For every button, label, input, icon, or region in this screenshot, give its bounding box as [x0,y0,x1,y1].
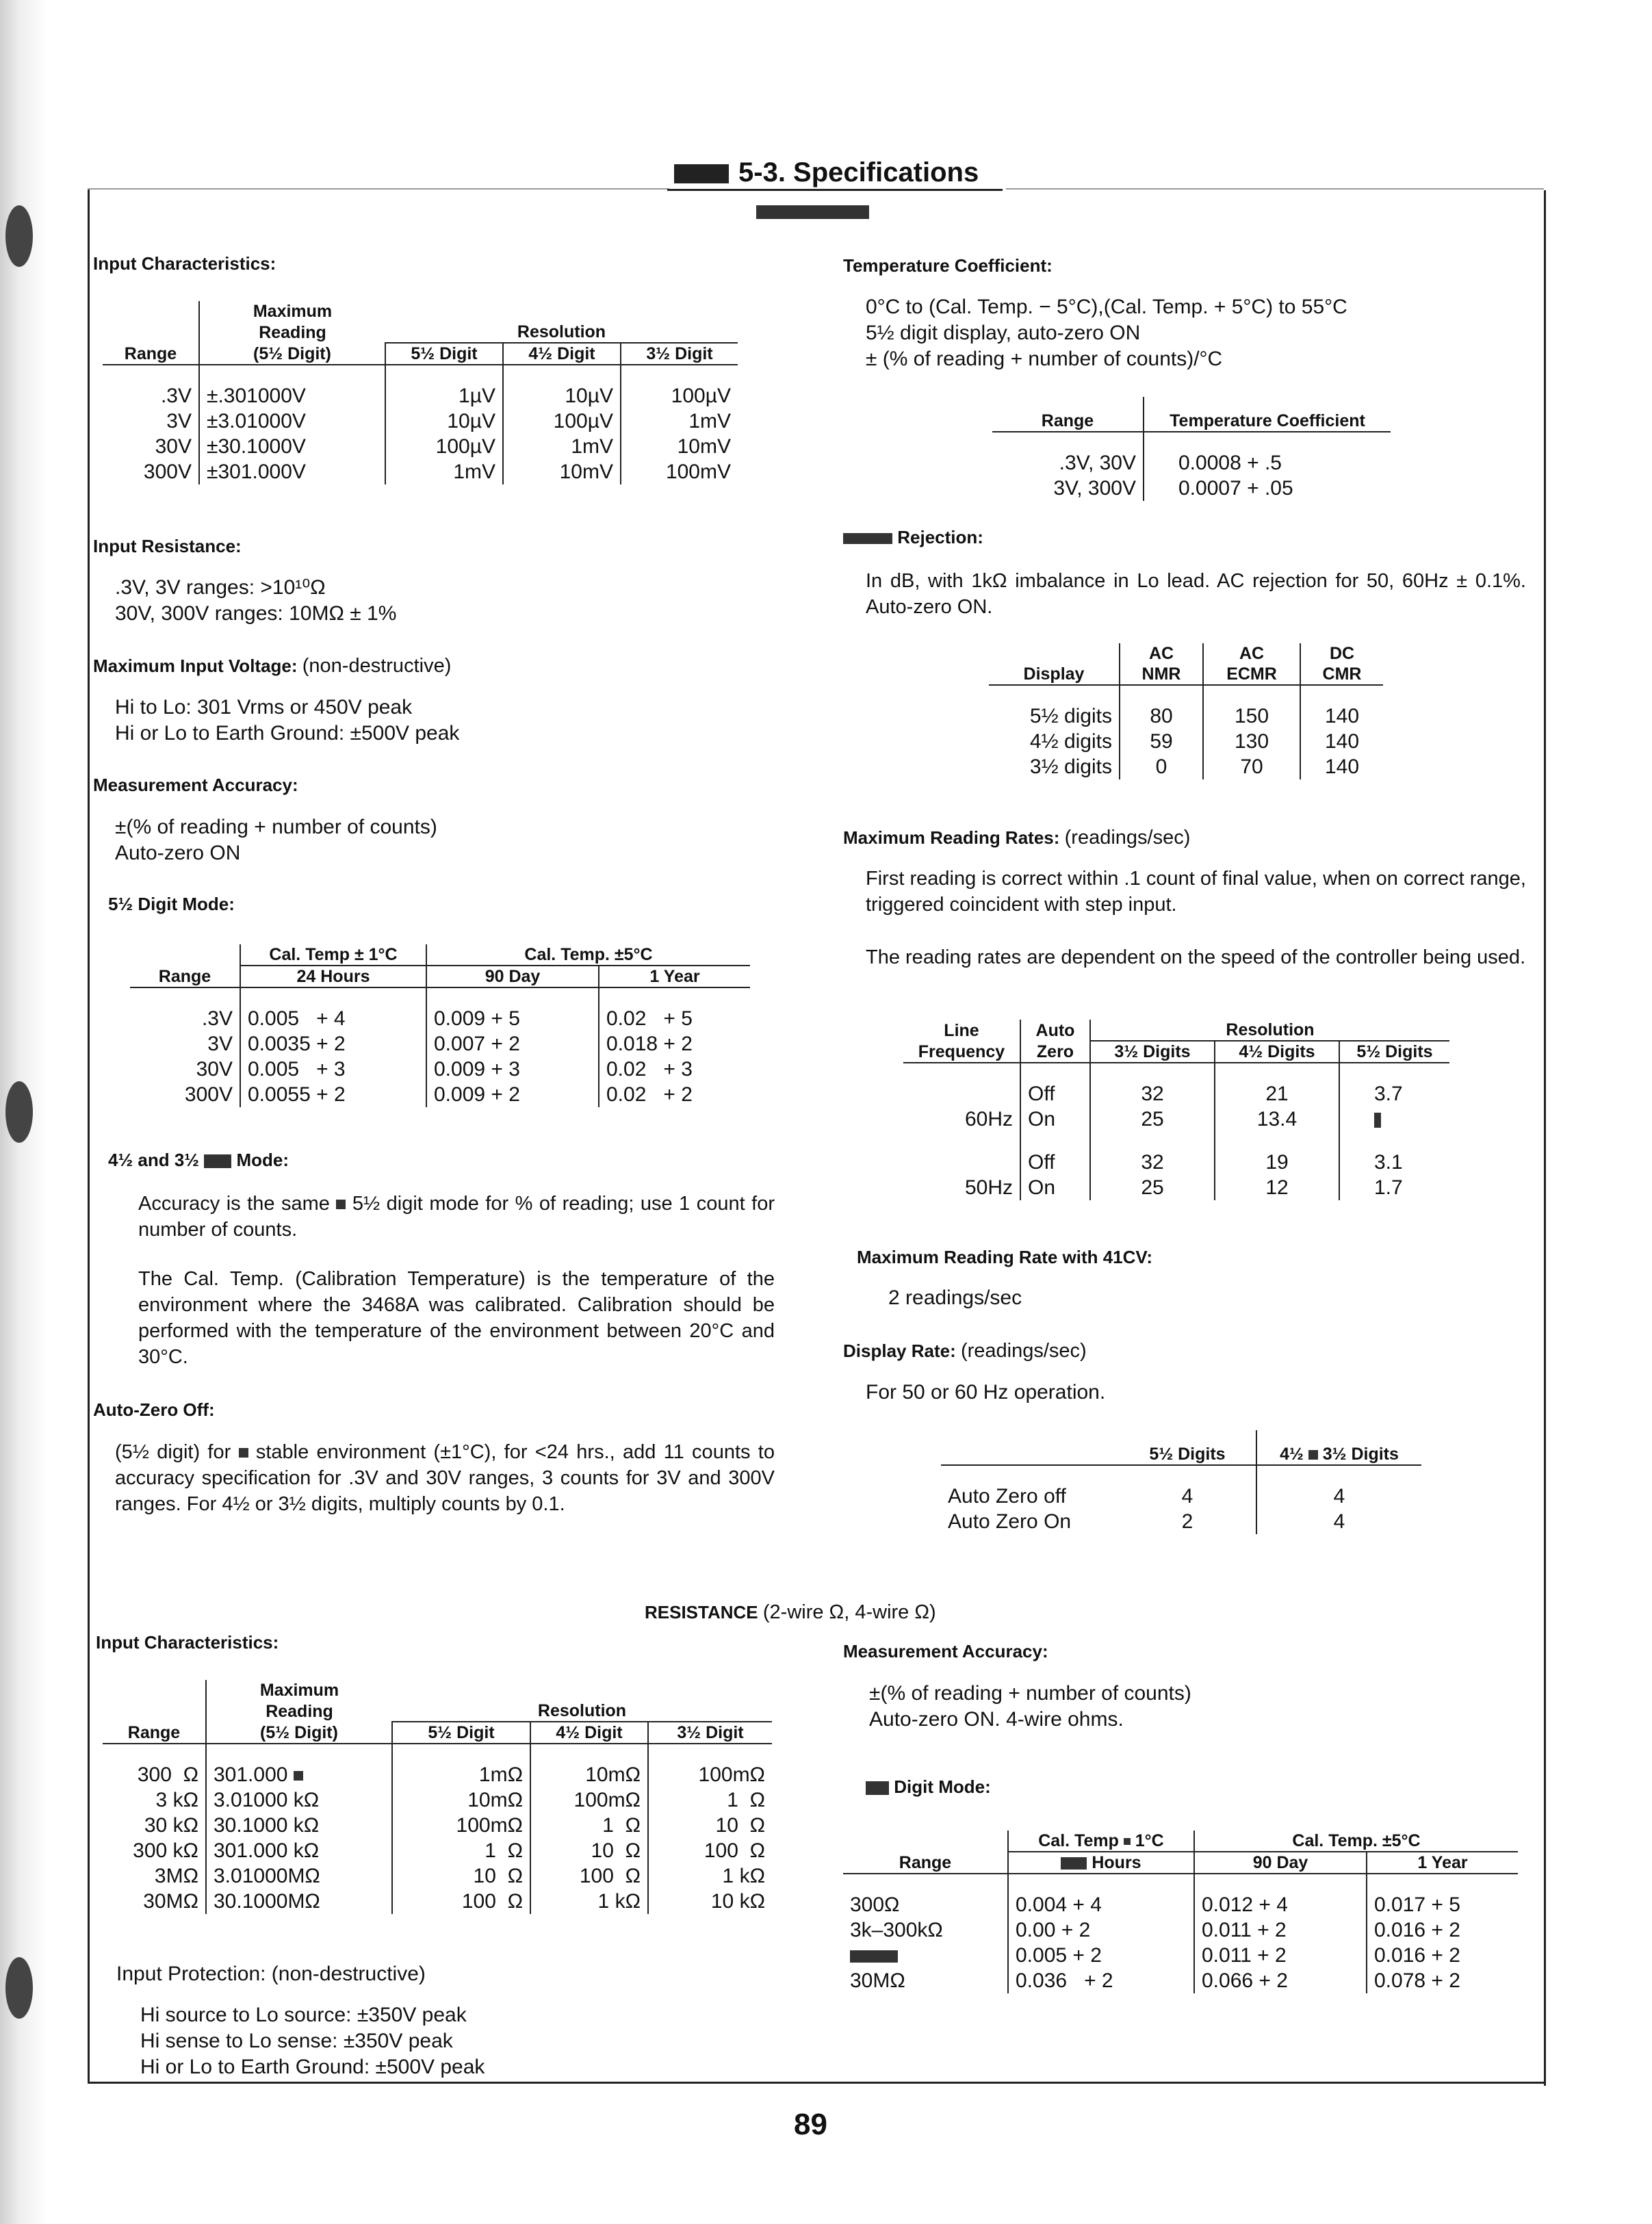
dc-accuracy-table [130,944,750,1107]
th: 5½ Digit [392,1722,530,1744]
table-row: 4½ digits 59 130 140 [989,729,1383,754]
punch-hole [5,205,33,267]
th: Temperature Coefficient [1144,397,1391,432]
th: Hours [1008,1852,1194,1874]
th: 4½ Digit [503,343,621,365]
table-row: Off 32 19 3.1 [903,1150,1449,1175]
th: AC [1120,643,1203,664]
max-rate-paragraph: The reading rates are dependent on the speed of the controller being used. [866,946,1526,968]
table-row: 5½ digits 80 150 140 [989,703,1383,729]
protection-line: Hi sense to Lo sense: ±350V peak [140,2030,453,2052]
table-row: 3k–300kΩ 0.00 + 2 0.011 + 2 0.016 + 2 [843,1917,1518,1943]
frame-left [88,188,90,2084]
th: Range [103,1722,206,1744]
th: 24 Hours [240,966,426,987]
res-accuracy-line: ±(% of reading + number of counts) [869,1682,1191,1705]
table-row: 300Ω 0.004 + 4 0.012 + 4 0.017 + 5 [843,1892,1518,1917]
table-row: .3V, 30V 0.0008 + .5 [992,450,1391,476]
rejection-paragraph: In dB, with 1kΩ imbalance in Lo lead. AC rejection for 50, 60Hz ± 0.1%. Auto-zero ON. [866,570,1526,618]
th: Maximum [206,1680,392,1701]
frame-top [88,188,669,190]
res-input-table [103,1680,772,1914]
res-input-heading: Input Characteristics: [96,1632,279,1653]
th: 1 Year [599,966,750,987]
max-rate-41cv-value: 2 readings/sec [888,1286,1022,1309]
th: Range [130,966,240,987]
th: Reading [206,1701,392,1722]
table-row: 300 Ω 301.000 1mΩ 10mΩ 100mΩ [103,1762,772,1787]
th: Reading [199,322,385,343]
table-row: 30V 0.005 + 3 0.009 + 3 0.02 + 3 [130,1057,750,1082]
max-rate-heading: Maximum Reading Rates: (readings/sec) [843,827,1191,849]
th: Cal. Temp 1°C [1008,1831,1194,1852]
res-accuracy-table [843,1831,1518,1993]
resistance-heading: RESISTANCE (2-wire Ω, 4-wire Ω) [645,1601,936,1623]
protection-heading: Input Protection: (non-destructive) [116,1963,426,1985]
dc-input-heading: Input Characteristics: [93,253,276,274]
th: 5½ Digits [1119,1430,1256,1465]
th: 5½ Digit [385,343,503,365]
display-rate-heading: Display Rate: (readings/sec) [843,1340,1087,1362]
th: Zero [1020,1041,1090,1063]
table-row: 300 kΩ 301.000 kΩ 1 Ω 10 Ω 100 Ω [103,1838,772,1863]
th: Range [843,1852,1008,1874]
protection-line: Hi or Lo to Earth Ground: ±500V peak [140,2056,485,2078]
th: 90 Day [426,966,599,987]
table-cell: 301.000 [206,1762,392,1787]
table-row: 3V ±3.01000V 10µV 100µV 1mV [103,409,738,434]
max-rate-paragraph: First reading is correct within .1 count of final value, when on correct range, triggered coincident with step input. [866,868,1526,916]
rejection-heading: Rejection: [843,527,983,548]
title-underline [667,189,1003,191]
th: 4½ Digits [1215,1041,1339,1063]
max-voltage-line: Hi or Lo to Earth Ground: ±500V peak [115,722,460,745]
th: 3½ Digits [1090,1041,1215,1063]
th: 3½ Digit [648,1722,772,1744]
th: Range [992,397,1144,432]
table-row: 60Hz On 25 13.4 [903,1107,1449,1132]
display-rate-line: For 50 or 60 Hz operation. [866,1381,1106,1404]
page-title: 5-3. Specifications [674,157,979,188]
table-row: 0.005 + 2 0.011 + 2 0.016 + 2 [843,1943,1518,1968]
caltemp-paragraph: The Cal. Temp. (Calibration Temperature) is the temperature of the environment where the 3468A was calibrated. Calibration should be performed with the temperature of the environment between 20°C and 30°C. [138,1268,775,1368]
table-row: 3V 0.0035 + 2 0.007 + 2 0.018 + 2 [130,1031,750,1057]
res-mode-heading: Digit Mode: [866,1776,991,1798]
autozero-heading: Auto-Zero Off: [93,1399,215,1420]
th: AC [1203,643,1300,664]
rate-table [903,1020,1449,1200]
mode45-heading: 4½ and 3½ Mode: [108,1150,289,1170]
mode-heading: 5½ Digit Mode: [108,894,235,914]
table-row: 30MΩ 30.1000MΩ 100 Ω 1 kΩ 10 kΩ [103,1889,772,1914]
table-row: 300V 0.0055 + 2 0.009 + 2 0.02 + 2 [130,1082,750,1107]
th: Resolution [385,322,738,343]
punch-hole [5,1957,33,2019]
table-row: Auto Zero off 4 4 [941,1484,1421,1509]
tempco-line: 5½ digit display, auto-zero ON [866,322,1141,344]
th: CMR [1300,664,1383,685]
th: Display [989,664,1120,685]
th: ECMR [1203,664,1300,685]
max-voltage-line: Hi to Lo: 301 Vrms or 450V peak [115,696,413,719]
th: Auto [1020,1020,1090,1041]
accuracy-line: ±(% of reading + number of counts) [115,816,437,838]
th: Resolution [392,1701,772,1722]
protection-line: Hi source to Lo source: ±350V peak [140,2004,467,2026]
th: Range [103,343,199,365]
res-accuracy-line: Auto-zero ON. 4-wire ohms. [869,1708,1124,1731]
tempco-line: 0°C to (Cal. Temp. − 5°C),(Cal. Temp. + 5°C) to 55°C [866,296,1347,318]
th: (5½ Digit) [206,1722,392,1744]
th: Frequency [903,1041,1020,1063]
mode45-paragraph: Accuracy is the same 5½ digit mode for % of reading; use 1 count for number of counts. [138,1193,775,1241]
tempco-table [992,397,1391,501]
tempco-line: ± (% of reading + number of counts)/°C [866,348,1223,370]
th: 3½ Digit [621,343,738,365]
table-row: 300V ±301.000V 1mV 10mV 100mV [103,459,738,484]
th: 4½ 3½ Digits [1256,1430,1421,1465]
dc-input-table [103,301,738,484]
frame-right [1544,190,1546,2086]
th: 4½ Digit [530,1722,648,1744]
th: 90 Day [1194,1852,1367,1874]
th: (5½ Digit) [199,343,385,365]
punch-hole [5,1081,33,1143]
th: Line [944,1021,979,1040]
table-row: 3V, 300V 0.0007 + .05 [992,476,1391,501]
table-row: 50Hz On 25 12 1.7 [903,1175,1449,1200]
table-row: 3MΩ 3.01000MΩ 10 Ω 100 Ω 1 kΩ [103,1863,772,1889]
autozero-paragraph: (5½ digit) for stable environment (±1°C), for <24 hrs., add 11 counts to accuracy specification for .3V and 30V ranges, 3 counts for 3V and 300V ranges. For 4½ or 3½ digits, multiply counts by 0.1. [115,1441,775,1515]
accuracy-line: Auto-zero ON [115,842,241,864]
title-bar [756,205,869,219]
th: Cal. Temp. ±5°C [426,944,750,966]
table-cell [843,1943,1008,1968]
frame-top [1006,188,1544,190]
accuracy-heading: Measurement Accuracy: [93,775,298,795]
page-number: 89 [794,2108,827,2141]
rejection-table [989,643,1383,779]
th: NMR [1120,664,1203,685]
tempco-heading: Temperature Coefficient: [843,255,1053,276]
table-row: Auto Zero On 2 4 [941,1509,1421,1534]
res-accuracy-heading: Measurement Accuracy: [843,1641,1048,1661]
th: Resolution [1090,1020,1449,1041]
table-row: .3V 0.005 + 4 0.009 + 5 0.02 + 5 [130,1006,750,1031]
display-rate-table [941,1430,1421,1534]
th: Cal. Temp ± 1°C [240,944,426,966]
table-row: 3½ digits 0 70 140 [989,754,1383,779]
table-row: .3V ±.301000V 1µV 10µV 100µV [103,383,738,409]
th: Maximum [199,301,385,322]
table-row: Off 32 21 3.7 [903,1081,1449,1107]
th: DC [1300,643,1383,664]
max-rate-41cv-heading: Maximum Reading Rate with 41CV: [857,1247,1152,1267]
th: Cal. Temp. ±5°C [1194,1831,1518,1852]
table-row: 30MΩ 0.036 + 2 0.066 + 2 0.078 + 2 [843,1968,1518,1993]
frame-bottom [88,2082,1545,2084]
table-row: 30V ±30.1000V 100µV 1mV 10mV [103,434,738,459]
max-voltage-heading: Maximum Input Voltage: (non-destructive) [93,655,452,677]
th: 1 Year [1367,1852,1518,1874]
table-row: 3 kΩ 3.01000 kΩ 10mΩ 100mΩ 1 Ω [103,1787,772,1813]
input-resistance-line: 30V, 300V ranges: 10MΩ ± 1% [115,602,397,625]
input-resistance-line: .3V, 3V ranges: >10¹⁰Ω [115,576,326,599]
table-row: 30 kΩ 30.1000 kΩ 100mΩ 1 Ω 10 Ω [103,1813,772,1838]
th: 5½ Digits [1339,1041,1449,1063]
input-resistance-heading: Input Resistance: [93,536,242,556]
